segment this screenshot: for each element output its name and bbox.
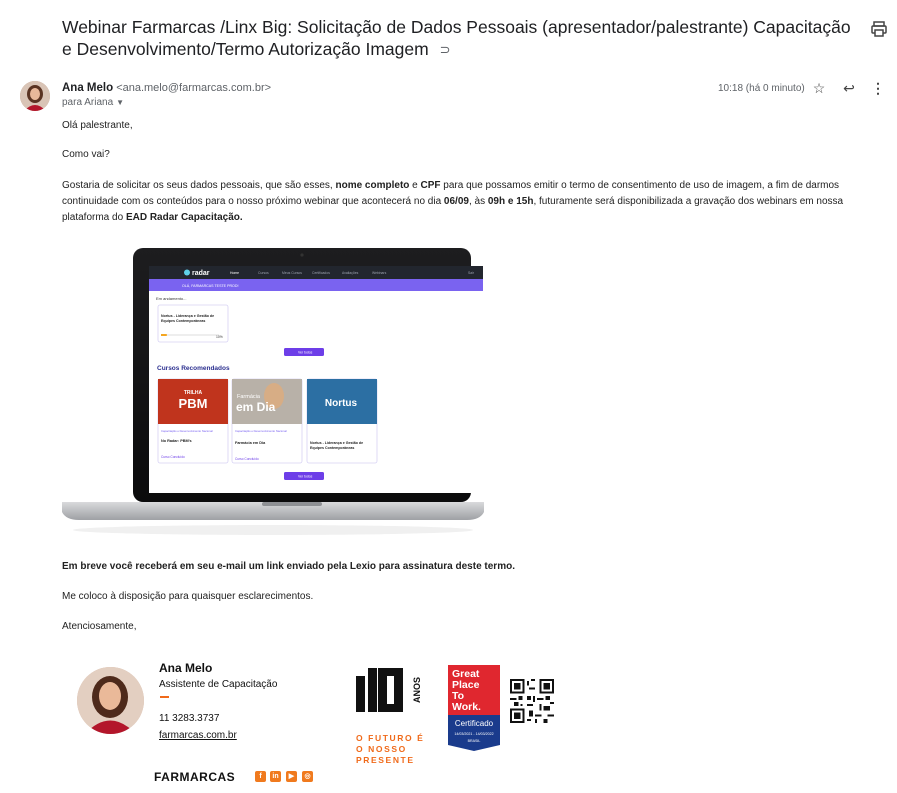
- signature-divider: [160, 696, 169, 698]
- svg-text:Ver todos: Ver todos: [298, 350, 313, 355]
- svg-text:em Dia: em Dia: [236, 400, 276, 414]
- svg-text:Farmácia em Dia: Farmácia em Dia: [235, 441, 266, 445]
- svg-text:Nortus - Liderança e Gestão de: Nortus - Liderança e Gestão de: [161, 314, 215, 318]
- svg-text:No Radar: PBM's: No Radar: PBM's: [161, 439, 192, 443]
- greeting: Olá palestrante,: [62, 120, 133, 131]
- svg-text:Place: Place: [452, 679, 480, 691]
- how-are-you: Como vai?: [62, 149, 110, 160]
- platform-screenshot-image: [62, 246, 484, 540]
- svg-text:Ver todos: Ver todos: [298, 474, 313, 479]
- qr-code: [510, 679, 554, 723]
- svg-text:14/03/2021 - 14/03/2022: 14/03/2021 - 14/03/2022: [454, 732, 494, 736]
- svg-text:Meus Cursos: Meus Cursos: [282, 271, 302, 275]
- instagram-icon[interactable]: ◎: [302, 771, 313, 782]
- svg-text:Curso Concluído: Curso Concluído: [235, 457, 259, 461]
- svg-text:10%: 10%: [216, 335, 223, 339]
- svg-text:ANOS: ANOS: [412, 676, 422, 704]
- svg-text:Em andamento...: Em andamento...: [156, 296, 187, 301]
- email-subject: [62, 16, 852, 61]
- svg-text:Certificados: Certificados: [312, 271, 330, 275]
- recipient-text: para Ariana: [62, 97, 114, 108]
- label-icon[interactable]: ⊃: [439, 42, 451, 58]
- svg-text:Cursos Recomendados: Cursos Recomendados: [157, 365, 230, 372]
- svg-text:Cursos: Cursos: [258, 271, 269, 275]
- more-options-icon[interactable]: ⋮: [871, 80, 885, 96]
- farmarcas-logo: FARMARCAS: [154, 770, 236, 784]
- youtube-icon[interactable]: ▶: [286, 771, 297, 782]
- svg-text:Equipes Contemporâneas: Equipes Contemporâneas: [310, 446, 355, 450]
- svg-text:To: To: [452, 690, 465, 702]
- signature-role: Assistente de Capacitação: [159, 679, 278, 690]
- star-icon[interactable]: ☆: [812, 80, 826, 96]
- svg-text:Home: Home: [230, 271, 240, 275]
- recipient-line[interactable]: [62, 97, 124, 108]
- svg-text:Great: Great: [452, 668, 480, 680]
- slogan-text: O FUTURO É O NOSSO PRESENTE: [356, 733, 425, 765]
- sender-email: <ana.melo@farmarcas.com.br>: [116, 82, 272, 94]
- signature-phone[interactable]: 11 3283.3737: [159, 713, 220, 724]
- facebook-icon[interactable]: f: [255, 771, 266, 782]
- svg-text:Curso Concluído: Curso Concluído: [161, 455, 185, 459]
- subject-text: Webinar Farmarcas /Linx Big: Solicitação de Dados Pessoais (apresentador/palestrante) Capacitação e Desenvolvimento/Termo Autorização Imagem: [62, 17, 851, 59]
- svg-text:Equipes Contemporâneas: Equipes Contemporâneas: [161, 319, 206, 323]
- lexio-notice: Em breve você receberá em seu e-mail um link enviado pela Lexio para assinatura deste termo.: [62, 561, 515, 572]
- signature-name: Ana Melo: [159, 661, 213, 675]
- svg-text:BRASIL: BRASIL: [467, 739, 481, 743]
- svg-text:Capacitação e Desenvolvimento: Capacitação e Desenvolvimento Nacional: [161, 429, 213, 433]
- chevron-down-icon[interactable]: ▼: [116, 98, 125, 107]
- reply-icon[interactable]: ↩: [843, 80, 855, 96]
- svg-text:Work.: Work.: [452, 701, 481, 713]
- svg-text:Avaliações: Avaliações: [342, 271, 359, 275]
- great-place-to-work-badge: [448, 665, 500, 751]
- signature-website-link[interactable]: farmarcas.com.br: [159, 730, 237, 741]
- svg-text:PBM: PBM: [178, 396, 208, 411]
- svg-text:Farmácia: Farmácia: [237, 394, 260, 400]
- sender-name[interactable]: Ana Melo: [62, 82, 114, 94]
- svg-text:Sair: Sair: [468, 271, 475, 275]
- request-paragraph: Gostaria de solicitar os seus dados pessoais, que são esses, nome completo e CPF para que possamos emitir o termo de consentimento de uso de imagem, a fim de darmos continuidade com os conteúdos para o nosso próximo webinar que acontecerá no dia 06/09, às 09h e 15h, futuramente será disponibilizada a gravação dos webinars em nossa plataforma do EAD Radar Capacitação.: [62, 180, 844, 223]
- svg-text:Webinars: Webinars: [372, 271, 387, 275]
- availability-text: Me coloco à disposição para quaisquer esclarecimentos.: [62, 591, 314, 602]
- svg-text:OLÁ, FARMARCAS TESTE PROD!: OLÁ, FARMARCAS TESTE PROD!: [182, 284, 239, 288]
- svg-text:Nortus - Liderança e Gestão de: Nortus - Liderança e Gestão de: [310, 441, 364, 445]
- linkedin-icon[interactable]: in: [270, 771, 281, 782]
- sender-avatar[interactable]: [20, 81, 50, 111]
- sender-line: [62, 82, 271, 94]
- svg-text:Certificado: Certificado: [454, 719, 494, 728]
- thirty-years-logo: [354, 666, 426, 730]
- signature-photo: [77, 667, 144, 734]
- screen-logo: radar: [192, 270, 210, 277]
- svg-text:Nortus: Nortus: [324, 398, 358, 409]
- print-icon[interactable]: [870, 20, 888, 38]
- regards-text: Atenciosamente,: [62, 621, 137, 632]
- timestamp: 10:18 (há 0 minuto): [718, 83, 805, 94]
- svg-text:TRILHA: TRILHA: [183, 390, 203, 396]
- svg-text:Capacitação e Desenvolvimento: Capacitação e Desenvolvimento Nacional: [235, 429, 287, 433]
